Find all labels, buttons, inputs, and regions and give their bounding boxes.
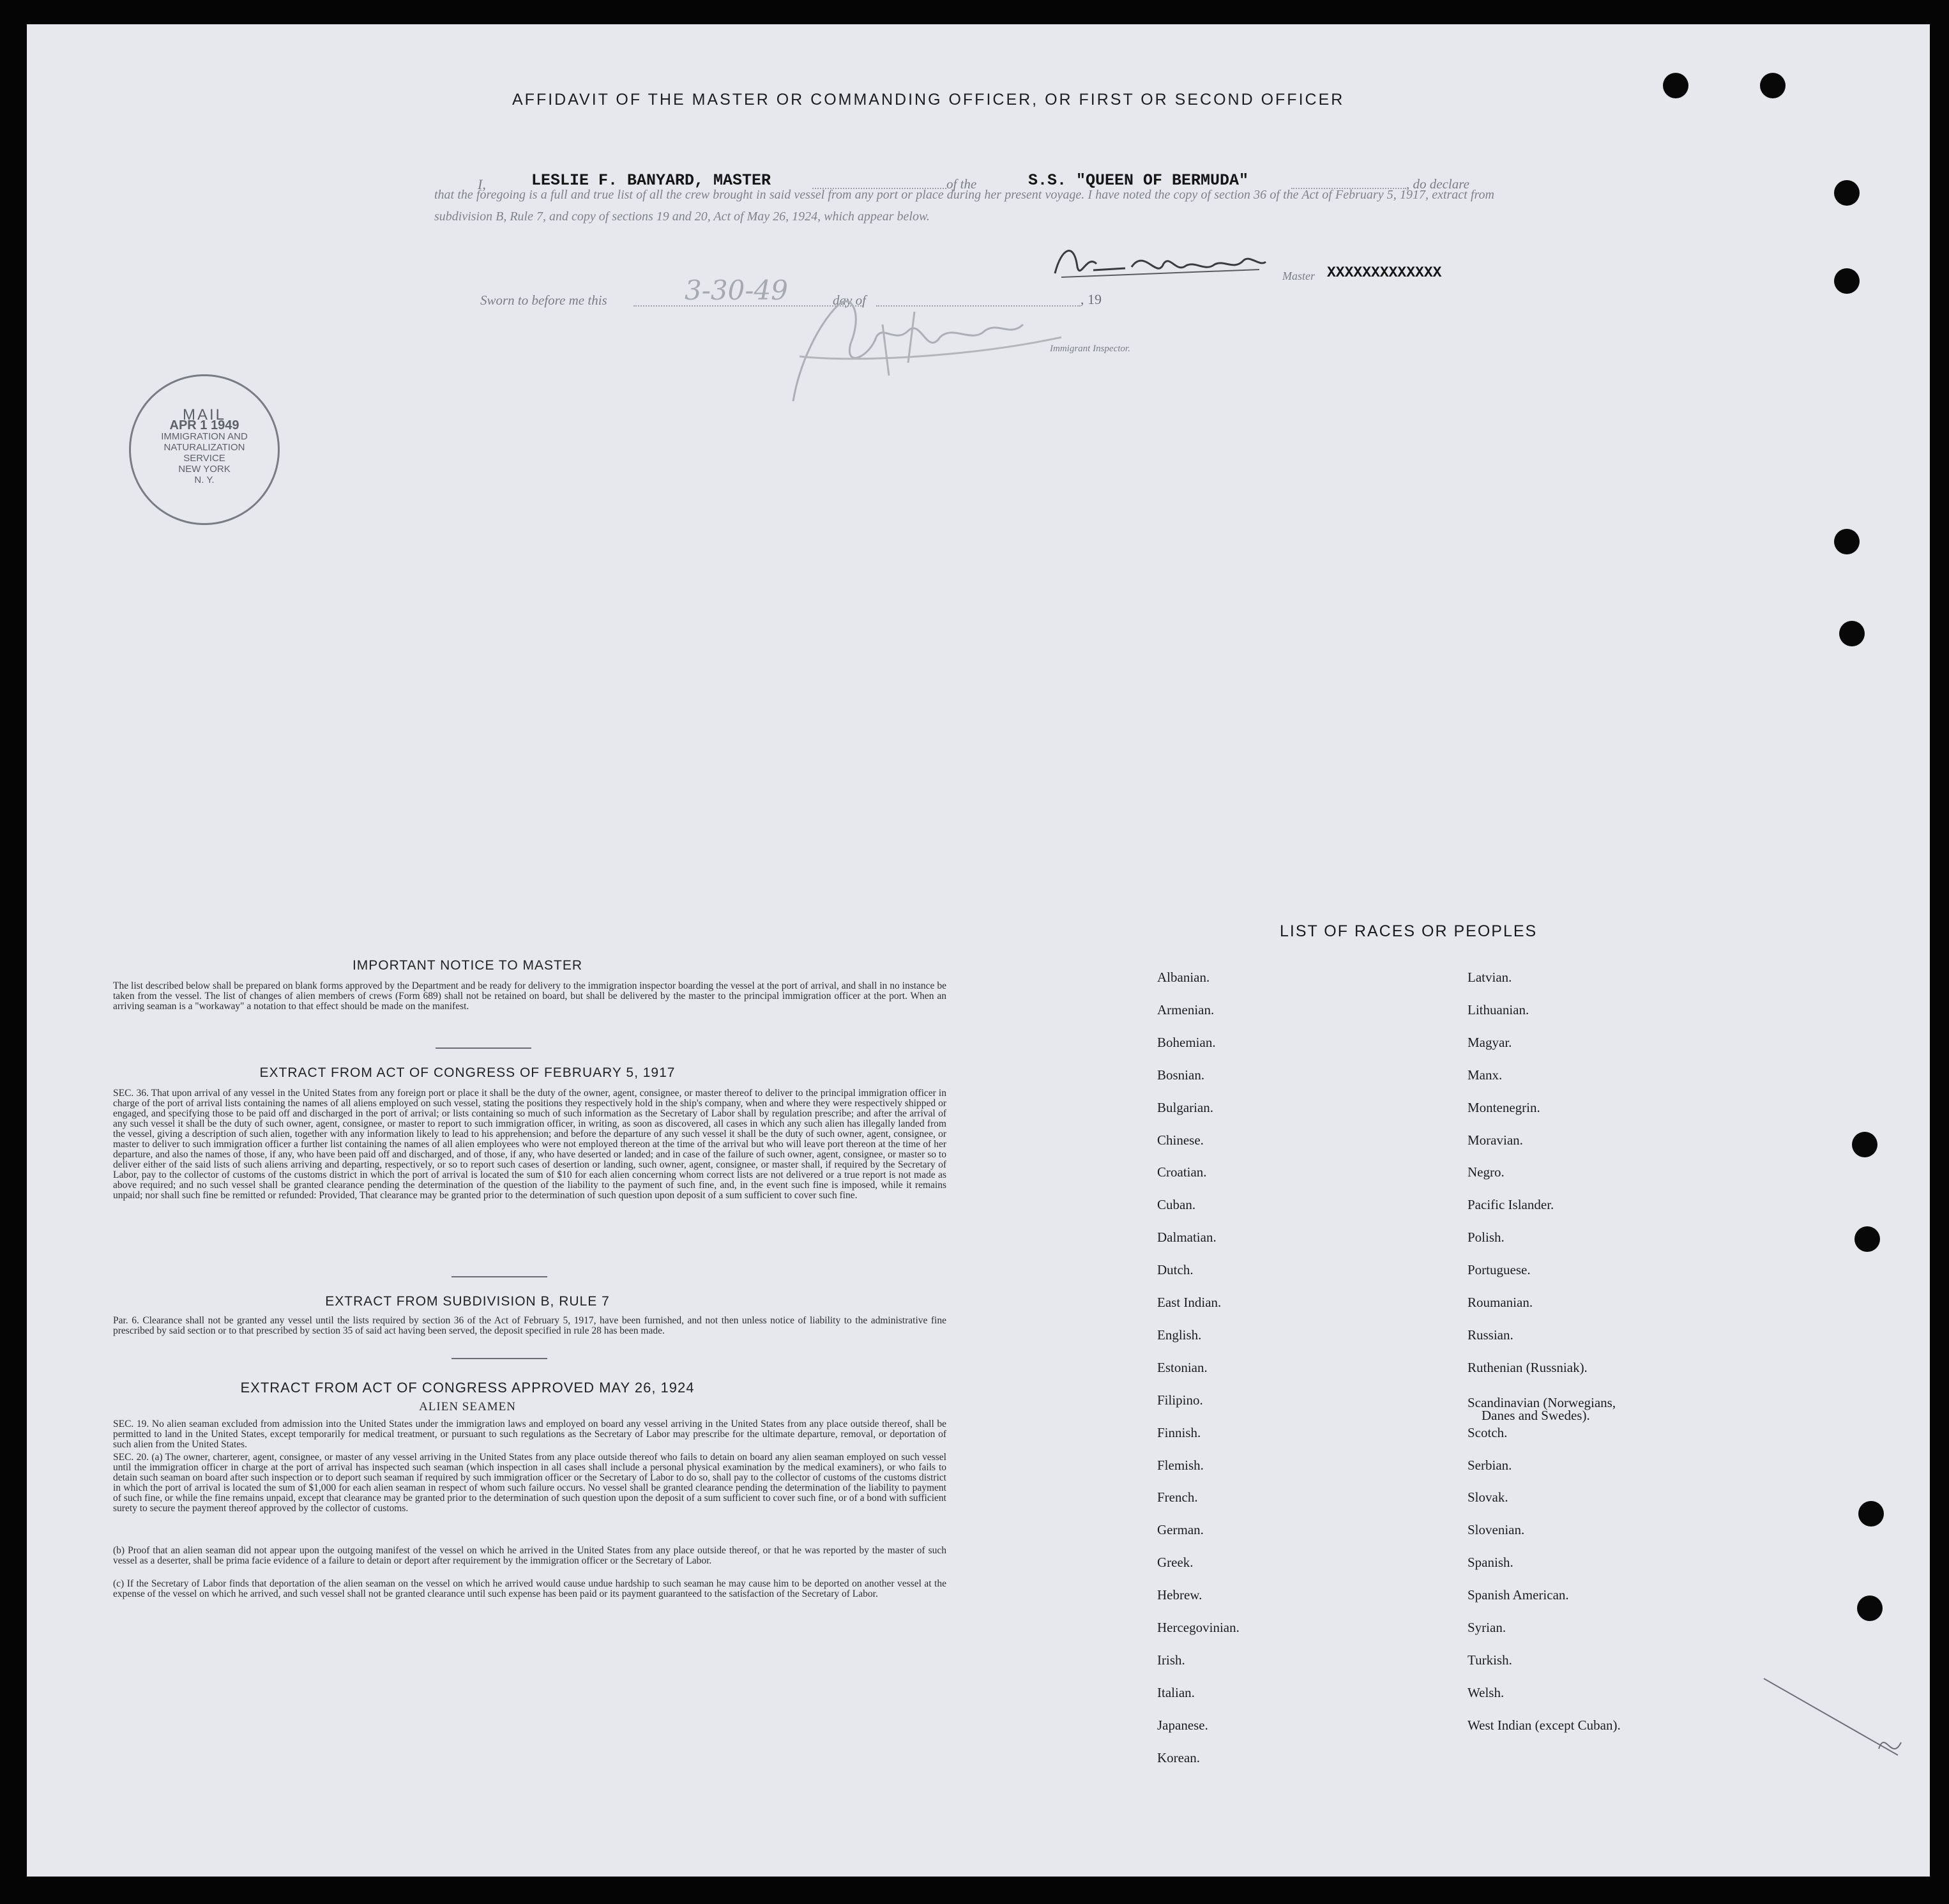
race-item: English. — [1157, 1327, 1202, 1343]
race-item: West Indian (except Cuban). — [1467, 1717, 1621, 1733]
race-item: French. — [1157, 1489, 1198, 1505]
race-item: Bohemian. — [1157, 1034, 1216, 1050]
extract-1924-sec20a: SEC. 20. (a) The owner, charterer, agent, consignee, or master of any vessel arriving in the United States from any place outside thereof who fails to detain on board any alien seaman employed on such vessel until the immigration officer in charge at the port of arrival has inspected such seaman (which inspection in all cases shall include a personal physical examination by the medical examiners), or who fails to detain such seaman on board after such inspection or to deport such seaman if required by such immigration officer or the Secretary of Labor to do so, shall pay to the collector of customs of the customs district in which the port of arrival is located the sum of $1,000 for each alien seaman in respect of whom such failure occurs. No vessel shall be granted clearance pending the determination of the liability to payment of such fine, or while the fine remains unpaid, except that clearance may be granted prior to the determination of such question upon the deposit of a sum sufficient to cover such fine, or of a bond with sufficient surety to secure the payment thereof approved by the collector of customs. — [113, 1452, 946, 1514]
race-item: Slovenian. — [1467, 1522, 1525, 1538]
race-item: Scandinavian (Norwegians, — [1467, 1394, 1616, 1410]
race-item: Albanian. — [1157, 970, 1210, 985]
punch-hole — [1760, 73, 1786, 98]
divider — [436, 1047, 531, 1049]
race-item: Hebrew. — [1157, 1587, 1202, 1603]
race-item: Scotch. — [1467, 1424, 1508, 1440]
stamp-date: APR 1 1949 — [169, 418, 239, 432]
race-item: Lithuanian. — [1467, 1002, 1529, 1017]
race-item: Bosnian. — [1157, 1067, 1205, 1083]
race-item: Welsh. — [1467, 1684, 1505, 1700]
year-label: , 19 — [1081, 291, 1102, 307]
master-signature — [1049, 241, 1278, 286]
stamp-line: IMMIGRATION AND — [161, 431, 248, 442]
stamp-line: N. Y. — [194, 475, 215, 485]
alien-seamen-subheading: ALIEN SEAMEN — [419, 1400, 516, 1413]
race-item: Manx. — [1467, 1067, 1503, 1083]
extract-1924-heading: EXTRACT FROM ACT OF CONGRESS APPROVED MAY 26, 1924 — [240, 1380, 695, 1396]
inspector-label: Immigrant Inspector. — [1050, 344, 1130, 354]
race-item: German. — [1157, 1522, 1204, 1538]
stamp-line: SERVICE — [183, 453, 225, 464]
do-declare-label: , do declare — [1406, 176, 1469, 192]
extract-1924-sec19: SEC. 19. No alien seaman excluded from admission into the United States under the immigration laws and employed on board any vessel arriving in the United States from any place outside thereof, shall be permitted to land in the United States, except temporarily for medical treatment, or pursuant to such regulations as the Secretary of Labor may prescribe for the ultimate departure, removal, or deportation of such alien from the United States. — [113, 1419, 946, 1450]
race-item: Finnish. — [1157, 1424, 1201, 1440]
immigration-stamp — [129, 374, 280, 525]
race-item: Dutch. — [1157, 1262, 1194, 1278]
extract-1917-text: SEC. 36. That upon arrival of any vessel in the United States from any foreign port or place it shall be the duty of the owner, agent, consignee, or master thereof to deliver to the principal immigration officer in charge of the port of arrival lists containing the names of all aliens employed on such vessel, stating the positions they respectively hold in the ship's company, when and where they were respectively shipped or engaged, and specifying those to be paid off and discharged in the port of arrival; or lists containing so much of such information as the Secretary of Labor shall by regulation prescribe; and after the arrival of any such vessel it shall be the duty of such owner, agent, consignee, or master to report to such immigration officer, in writing, as soon as discovered, all cases in which any such alien has illegally landed from the vessel, giving a description of such alien, together with any information likely to lead to his apprehension; and before the departure of any such vessel it shall be the duty of such owner, agent, consignee, or master to deliver to such immigration officer a further list containing the names of all alien employees who were not employed thereon at the time of the arrival but who will leave port thereon at the time of her departure, and also the names of those, if any, who have been paid off and discharged, and of those, if any, who have deserted or landed; and in case of the failure of such owner, agent, consignee, or master so to deliver either of the said lists of such aliens arriving and departing, respectively, or so to report such cases of desertion or landing, such owner, agent, consignee, or master shall, if required by the Secretary of Labor, pay to the collector of customs of the customs district in which the port of arrival is located the sum of $10 for each alien concerning whom correct lists are not delivered or a true report is not made as above required; and no such vessel shall be granted clearance pending the determination of the question of the liability to the payment of such fine, and, in the event such fine is imposed, while it remains unpaid; nor shall such fine be remitted or refunded: Provided, That clearance may be granted prior to the determination of such question upon deposit of a sum sufficient to cover such fine. — [113, 1088, 946, 1201]
race-item: Moravian. — [1467, 1132, 1523, 1148]
race-item: Irish. — [1157, 1652, 1185, 1668]
race-item: Chinese. — [1157, 1132, 1204, 1148]
race-item: Armenian. — [1157, 1002, 1215, 1017]
punch-hole — [1663, 73, 1688, 98]
notice-text: The list described below shall be prepared on blank forms approved by the Department and be ready for delivery to the immigration inspector boarding the vessel at the port of arrival, and shall in no instance be taken from the vessel. The list of changes of alien members of crews (Form 689) shall not be retained on board, but shall be delivered by the master to the principal immigration officer at the port. When an arriving seaman is a "workaway" a notation to that effect should be made on the manifest. — [113, 980, 946, 1012]
race-item: Dalmatian. — [1157, 1230, 1217, 1245]
master-label: Master — [1282, 270, 1315, 282]
race-item: Spanish. — [1467, 1555, 1513, 1571]
day-of-label: day of — [833, 293, 866, 308]
punch-hole — [1852, 1132, 1877, 1157]
sworn-date-handwritten: 3-30-49 — [685, 275, 788, 306]
race-item: Polish. — [1467, 1230, 1505, 1245]
punch-hole — [1857, 1596, 1883, 1621]
race-item: Ruthenian (Russniak). — [1467, 1359, 1588, 1375]
races-title: LIST OF RACES OR PEOPLES — [1280, 922, 1538, 940]
race-item: Bulgarian. — [1157, 1099, 1214, 1115]
punch-hole — [1834, 180, 1860, 206]
race-item: Greek. — [1157, 1555, 1194, 1571]
race-item: Spanish American. — [1467, 1587, 1569, 1603]
race-item: Pacific Islander. — [1467, 1197, 1554, 1213]
extract-rule7-heading: EXTRACT FROM SUBDIVISION B, RULE 7 — [325, 1294, 610, 1309]
sworn-label: Sworn to before me this — [480, 293, 607, 308]
punch-hole — [1834, 529, 1860, 554]
race-item: Syrian. — [1467, 1620, 1506, 1635]
master-name: LESLIE F. BANYARD, MASTER — [531, 171, 771, 190]
inspector-signature — [780, 286, 1087, 414]
punch-hole — [1839, 621, 1865, 646]
stamp-line: MAIL — [182, 406, 226, 423]
race-item: Turkish. — [1467, 1652, 1512, 1668]
race-item: Korean. — [1157, 1749, 1201, 1765]
extract-1924-sec20c: (c) If the Secretary of Labor finds that deportation of the alien seaman on the vessel on which he arrived would cause undue hardship to such seaman he may cause him to be deported on another vessel at the expense of the vessel on which he arrived, and such vessel shall not be granted clearance until such expense has been paid or its payment guaranteed to the satisfaction of the Secretary of Labor. — [113, 1578, 946, 1599]
race-item: Danes and Swedes). — [1482, 1407, 1590, 1423]
pencil-mark — [1764, 1679, 1917, 1768]
race-item: Latvian. — [1467, 970, 1512, 985]
document-page — [27, 24, 1930, 1877]
extract-1917-heading: EXTRACT FROM ACT OF CONGRESS OF FEBRUARY 5, 1917 — [259, 1065, 676, 1080]
affidavit-title: AFFIDAVIT OF THE MASTER OR COMMANDING OFFICER, OR FIRST OR SECOND OFFICER — [512, 91, 1345, 109]
race-item: Estonian. — [1157, 1359, 1208, 1375]
race-item: Slovak. — [1467, 1489, 1508, 1505]
race-item: Hercegovinian. — [1157, 1620, 1240, 1635]
declaration-text: that the foregoing is a full and true list of all the crew brought in said vessel from any port or place during her present voyage. I have noted the copy of section 36 of the Act of February 5, 1917, extract from subdivision B, Rule 7, and copy of sections 19 and 20, Act of May 26, 1924, which appear below. — [434, 188, 1494, 224]
race-item: Croatian. — [1157, 1164, 1207, 1180]
race-item: Montenegrin. — [1467, 1099, 1540, 1115]
race-item: Flemish. — [1157, 1457, 1204, 1473]
divider — [451, 1358, 547, 1359]
divider — [451, 1276, 547, 1277]
stamp-line: NEW YORK — [178, 464, 231, 475]
race-item: Portuguese. — [1467, 1262, 1531, 1278]
race-item: East Indian. — [1157, 1295, 1222, 1310]
extract-rule7-text: Par. 6. Clearance shall not be granted any vessel until the lists required by section 36 of the Act of February 5, 1917, have been furnished, and not then unless notice of liability to the administrative fine prescribed by said section or to that prescribed by section 35 of said act having been served, the deposit specified in rule 28 has been made. — [113, 1315, 946, 1336]
race-item: Italian. — [1157, 1684, 1195, 1700]
race-item: Negro. — [1467, 1164, 1505, 1180]
punch-hole — [1858, 1501, 1884, 1527]
race-item: Russian. — [1467, 1327, 1513, 1343]
extract-1924-sec20b: (b) Proof that an alien seaman did not appear upon the outgoing manifest of the vessel on which he arrived in the United States from any place outside thereof, or that he was reported by the master of such vessel as a deserter, shall be prima facie evidence of a failure to detain or deport after requirement by the immigration officer or the Secretary of Labor. — [113, 1545, 946, 1566]
punch-hole — [1854, 1226, 1880, 1252]
vessel-name: S.S. "QUEEN OF BERMUDA" — [1028, 171, 1249, 190]
race-item: Roumanian. — [1467, 1295, 1533, 1310]
stamp-line: NATURALIZATION — [163, 442, 245, 453]
race-item: Japanese. — [1157, 1717, 1208, 1733]
race-item: Cuban. — [1157, 1197, 1196, 1213]
notice-heading: IMPORTANT NOTICE TO MASTER — [352, 958, 583, 973]
of-the-label: of the — [946, 176, 977, 192]
master-struck-title: XXXXXXXXXXXXX — [1327, 264, 1442, 281]
race-item: Serbian. — [1467, 1457, 1512, 1473]
race-item: Filipino. — [1157, 1392, 1203, 1408]
punch-hole — [1834, 268, 1860, 294]
pronoun: I, — [478, 176, 486, 192]
race-item: Magyar. — [1467, 1034, 1512, 1050]
